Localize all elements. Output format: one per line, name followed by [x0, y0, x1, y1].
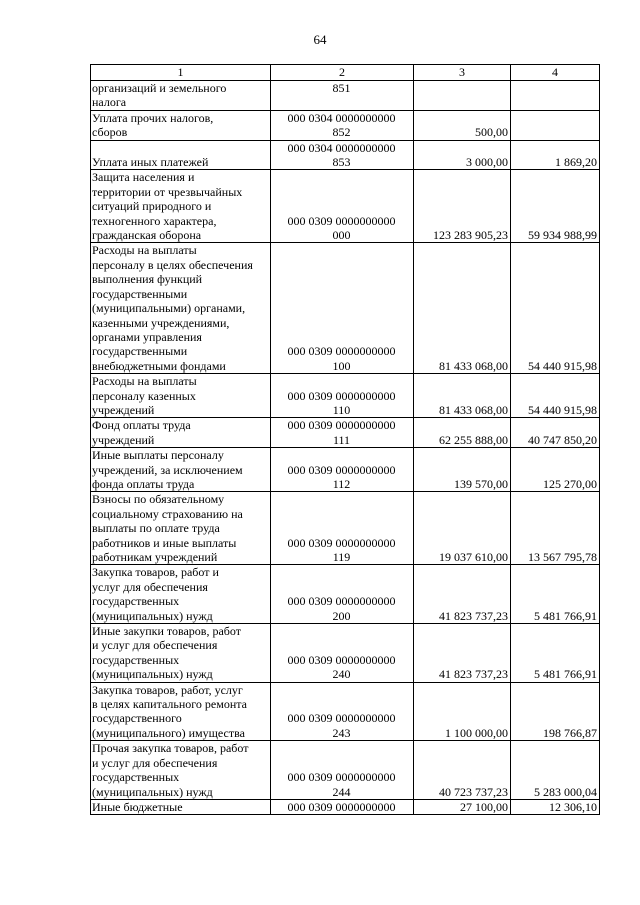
row-code-cell: 000 0309 0000000000	[271, 799, 414, 814]
row-actual-cell: 125 270,00	[511, 448, 600, 492]
table-row	[91, 110, 600, 140]
table-row	[91, 565, 600, 624]
row-name-cell: Закупка товаров, работ и услуг для обеспечения государственных (муниципальных) нужд	[91, 565, 271, 624]
row-actual-cell: 59 934 988,99	[511, 170, 600, 243]
row-name-cell: Расходы на выплаты персоналу в целях обеспечения выполнения функций государственными (муниципальными) органами, казенными учреждениями, органами управления государственными внебюджетными фондами	[91, 243, 271, 374]
row-name-cell: Взносы по обязательному социальному страхованию на выплаты по оплате труда работников и иные выплаты работникам учреждений	[91, 492, 271, 565]
row-actual-cell: 198 766,87	[511, 682, 600, 741]
budget-table	[90, 64, 600, 815]
row-plan-cell: 27 100,00	[414, 799, 511, 814]
row-plan-cell: 139 570,00	[414, 448, 511, 492]
row-name-cell: Уплата прочих налогов, сборов	[91, 110, 271, 140]
row-actual-cell: 54 440 915,98	[511, 374, 600, 418]
table-row	[91, 799, 600, 814]
page-number: 64	[313, 32, 327, 47]
row-actual-cell	[511, 110, 600, 140]
row-actual-cell: 5 481 766,91	[511, 565, 600, 624]
row-actual-cell: 5 283 000,04	[511, 741, 600, 800]
row-actual-cell: 5 481 766,91	[511, 624, 600, 683]
column-header: 2	[271, 65, 414, 81]
row-code-cell: 000 0309 0000000000 240	[271, 624, 414, 683]
row-plan-cell: 81 433 068,00	[414, 374, 511, 418]
row-name-cell: Прочая закупка товаров, работ и услуг для обеспечения государственных (муниципальных) нужд	[91, 741, 271, 800]
row-code-cell: 000 0309 0000000000 243	[271, 682, 414, 741]
table-row	[91, 374, 600, 418]
row-actual-cell: 40 747 850,20	[511, 418, 600, 448]
row-code-cell: 000 0309 0000000000 111	[271, 418, 414, 448]
row-plan-cell: 62 255 888,00	[414, 418, 511, 448]
row-plan-cell: 81 433 068,00	[414, 243, 511, 374]
row-plan-cell: 41 823 737,23	[414, 565, 511, 624]
row-name-cell: Иные выплаты персоналу учреждений, за исключением фонда оплаты труда	[91, 448, 271, 492]
row-name-cell: Иные бюджетные	[91, 799, 271, 814]
row-plan-cell: 1 100 000,00	[414, 682, 511, 741]
row-actual-cell: 1 869,20	[511, 140, 600, 170]
row-name-cell: Закупка товаров, работ, услуг в целях капитального ремонта государственного (муниципального) имущества	[91, 682, 271, 741]
row-plan-cell: 123 283 905,23	[414, 170, 511, 243]
row-plan-cell	[414, 81, 511, 111]
table-row	[91, 624, 600, 683]
row-name-cell: Расходы на выплаты персоналу казенных учреждений	[91, 374, 271, 418]
table-row	[91, 448, 600, 492]
row-code-cell: 851	[271, 81, 414, 111]
row-name-cell: организаций и земельного налога	[91, 81, 271, 111]
row-code-cell: 000 0304 0000000000 853	[271, 140, 414, 170]
row-actual-cell: 54 440 915,98	[511, 243, 600, 374]
row-code-cell: 000 0309 0000000000 000	[271, 170, 414, 243]
row-name-cell: Защита населения и территории от чрезвычайных ситуаций природного и техногенного характера, гражданская оборона	[91, 170, 271, 243]
table-row	[91, 492, 600, 565]
table-row	[91, 170, 600, 243]
row-code-cell: 000 0309 0000000000 244	[271, 741, 414, 800]
row-actual-cell: 13 567 795,78	[511, 492, 600, 565]
column-header: 4	[511, 65, 600, 81]
row-code-cell: 000 0309 0000000000 119	[271, 492, 414, 565]
row-plan-cell: 40 723 737,23	[414, 741, 511, 800]
row-actual-cell: 12 306,10	[511, 799, 600, 814]
table-header-row	[91, 65, 600, 81]
row-actual-cell	[511, 81, 600, 111]
table-row	[91, 81, 600, 111]
table-row	[91, 741, 600, 800]
row-plan-cell: 500,00	[414, 110, 511, 140]
column-header: 3	[414, 65, 511, 81]
table-row	[91, 682, 600, 741]
table-row	[91, 140, 600, 170]
row-plan-cell: 41 823 737,23	[414, 624, 511, 683]
row-code-cell: 000 0309 0000000000 200	[271, 565, 414, 624]
row-name-cell: Уплата иных платежей	[91, 140, 271, 170]
row-code-cell: 000 0309 0000000000 110	[271, 374, 414, 418]
row-code-cell: 000 0309 0000000000 112	[271, 448, 414, 492]
row-plan-cell: 3 000,00	[414, 140, 511, 170]
row-plan-cell: 19 037 610,00	[414, 492, 511, 565]
row-name-cell: Иные закупки товаров, работ и услуг для обеспечения государственных (муниципальных) нужд	[91, 624, 271, 683]
table-row	[91, 243, 600, 374]
column-header: 1	[91, 65, 271, 81]
row-name-cell: Фонд оплаты труда учреждений	[91, 418, 271, 448]
table-row	[91, 418, 600, 448]
row-code-cell: 000 0304 0000000000 852	[271, 110, 414, 140]
row-code-cell: 000 0309 0000000000 100	[271, 243, 414, 374]
